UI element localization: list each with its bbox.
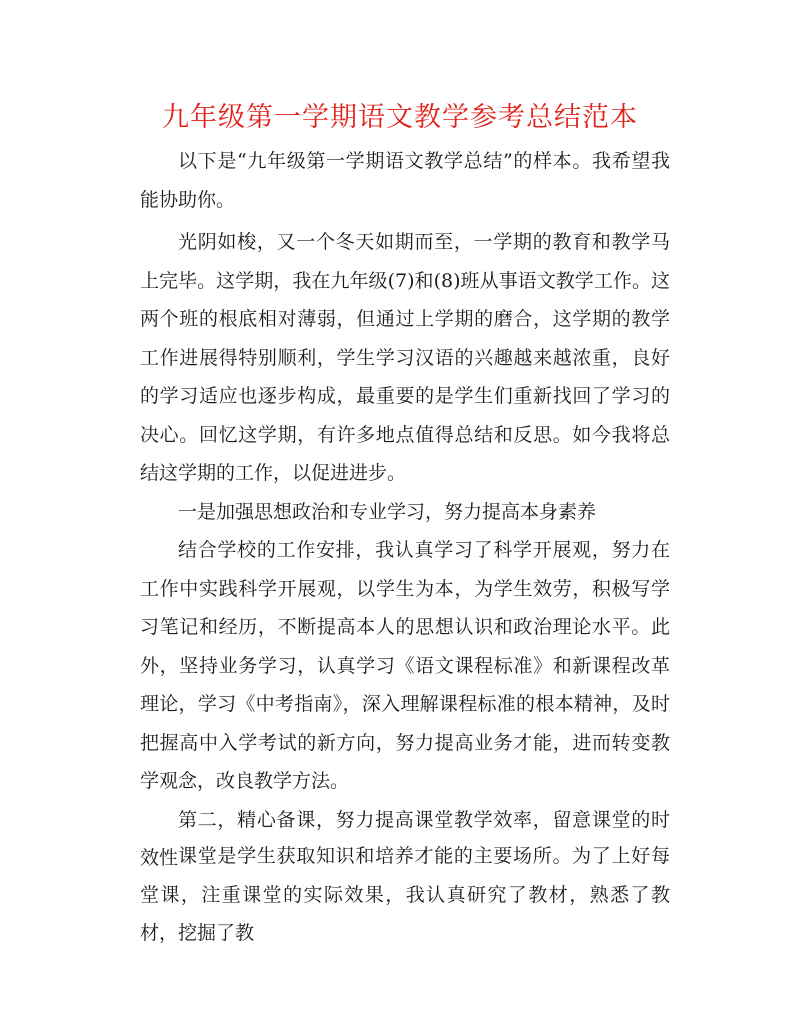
paragraph-intro: 以下是“九年级第一学期语文教学总结”的样本。我希望我能协助你。 bbox=[140, 150, 670, 211]
document-body-bottom bbox=[140, 837, 670, 953]
paragraph-overview: 光阴如梭，又一个冬天如期而至，一学期的教育和教学马上完毕。这学期，我在九年级(7)和(8)班从事语文教学工作。这两个班的根底相对薄弱，但通过上学期的磨合，这学期的教学工作进展得特别顺利，学生学习汉语的兴趣越来越浓重，良好的学习适应也逐步构成，最重要的是学生们重新找回了学习的决心。回忆这学期，有许多地点值得总结和反思。如今我将总结这学期的工作，以促进进步。 bbox=[140, 231, 670, 484]
section-heading-1: 一是加强思想政治和专业学习，努力提高本身素养 bbox=[178, 500, 597, 523]
document-body-top bbox=[140, 142, 670, 878]
document-title: 九年级第一学期语文教学参考总结范本 bbox=[162, 102, 638, 133]
section-heading-2: 第二，精心备课，努力提高课堂教学效率，留意课堂的时效性 bbox=[140, 808, 670, 869]
paragraph-section-2: 课堂是学生获取知识和培养才能的主要场所。为了上好每堂课，注重课堂的实际效果，我认真研究了教材，熟悉了教材，挖掘了教 bbox=[140, 845, 670, 944]
paragraph-section-1: 结合学校的工作安排，我认真学习了科学开展观，努力在工作中实践科学开展观，以学生为本，为学生效劳，积极写学习笔记和经历，不断提高本人的思想认识和政治理论水平。此外，坚持业务学习，认真学习《语文课程标准》和新课程改革理论，学习《中考指南》，深入理解课程标准的根本精神，及时把握高中入学考试的新方向，努力提高业务才能，进而转变教学观念，改良教学方法。 bbox=[140, 539, 670, 792]
